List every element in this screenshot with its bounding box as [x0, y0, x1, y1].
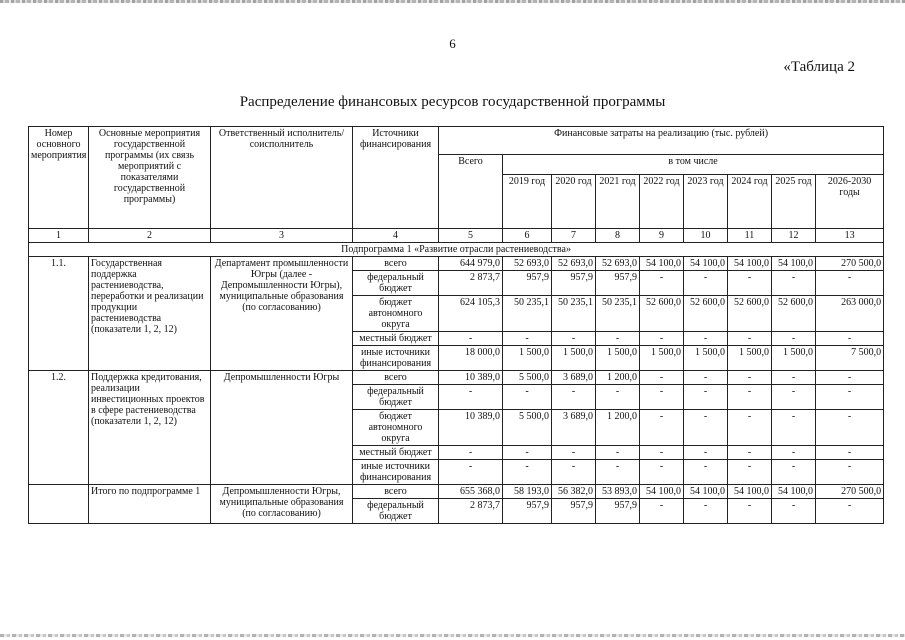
value-cell: -: [596, 460, 640, 485]
funding-source: иные источники финансирования: [353, 460, 439, 485]
value-cell: -: [816, 385, 884, 410]
value-cell: 52 600,0: [684, 296, 728, 332]
header-year: 2023 год: [684, 175, 728, 229]
value-cell: -: [640, 499, 684, 524]
value-cell: -: [684, 371, 728, 385]
value-cell: 52 693,0: [503, 257, 552, 271]
value-cell: -: [772, 446, 816, 460]
value-cell: -: [596, 446, 640, 460]
value-cell: -: [439, 460, 503, 485]
funding-source: бюджет автономного округа: [353, 296, 439, 332]
responsible-executor: Департамент промышленности Югры (далее - Депромышленности Югры), муниципальные образования (по согласованию): [211, 257, 353, 371]
responsible-executor: Депромышленности Югры, муниципальные образования (по согласованию): [211, 485, 353, 524]
event-number: 1.1.: [29, 257, 89, 371]
value-cell: 54 100,0: [640, 257, 684, 271]
column-number: 12: [772, 229, 816, 243]
value-cell: 3 689,0: [552, 371, 596, 385]
value-cell: 270 500,0: [816, 257, 884, 271]
value-cell: 53 893,0: [596, 485, 640, 499]
value-cell: 56 382,0: [552, 485, 596, 499]
value-cell: 1 500,0: [596, 346, 640, 371]
value-cell: -: [728, 460, 772, 485]
column-number: 11: [728, 229, 772, 243]
value-cell: -: [684, 460, 728, 485]
column-number: 1: [29, 229, 89, 243]
column-number: 13: [816, 229, 884, 243]
funding-source: местный бюджет: [353, 332, 439, 346]
event-name: Государственная поддержка растениеводства, переработки и реализации продукции растениеводства (показатели 1, 2, 12): [89, 257, 211, 371]
value-cell: -: [640, 460, 684, 485]
value-cell: 1 500,0: [684, 346, 728, 371]
funding-source: бюджет автономного округа: [353, 410, 439, 446]
value-cell: 1 500,0: [728, 346, 772, 371]
value-cell: 957,9: [552, 499, 596, 524]
value-cell: 50 235,1: [552, 296, 596, 332]
value-cell: -: [728, 385, 772, 410]
value-cell: 52 600,0: [728, 296, 772, 332]
value-cell: 50 235,1: [596, 296, 640, 332]
value-cell: 10 389,0: [439, 371, 503, 385]
header-year: 2021 год: [596, 175, 640, 229]
value-cell: 54 100,0: [728, 485, 772, 499]
value-cell: 624 105,3: [439, 296, 503, 332]
value-cell: 54 100,0: [640, 485, 684, 499]
value-cell: 957,9: [596, 271, 640, 296]
value-cell: -: [684, 271, 728, 296]
responsible-executor: Депромышленности Югры: [211, 371, 353, 485]
value-cell: -: [816, 499, 884, 524]
scan-edge-top: [0, 0, 905, 3]
value-cell: -: [503, 385, 552, 410]
header-sources: Источники финансирования: [353, 127, 439, 229]
value-cell: -: [552, 460, 596, 485]
value-cell: 2 873,7: [439, 499, 503, 524]
value-cell: -: [503, 446, 552, 460]
value-cell: 5 500,0: [503, 371, 552, 385]
value-cell: -: [772, 371, 816, 385]
table-row: [29, 257, 884, 271]
value-cell: -: [816, 371, 884, 385]
value-cell: -: [640, 371, 684, 385]
value-cell: 1 200,0: [596, 410, 640, 446]
value-cell: -: [552, 446, 596, 460]
value-cell: 54 100,0: [684, 485, 728, 499]
funding-source: иные источники финансирования: [353, 346, 439, 371]
value-cell: 58 193,0: [503, 485, 552, 499]
value-cell: 1 500,0: [552, 346, 596, 371]
value-cell: -: [772, 385, 816, 410]
table-reference: «Таблица 2: [783, 59, 855, 75]
value-cell: 263 000,0: [816, 296, 884, 332]
value-cell: 54 100,0: [772, 257, 816, 271]
header-year: 2022 год: [640, 175, 684, 229]
value-cell: -: [816, 410, 884, 446]
value-cell: -: [503, 332, 552, 346]
column-number: 5: [439, 229, 503, 243]
page-number: 6: [449, 36, 456, 51]
event-name: Итого по подпрограмме 1: [89, 485, 211, 524]
column-number: 2: [89, 229, 211, 243]
value-cell: -: [816, 460, 884, 485]
value-cell: 957,9: [596, 499, 640, 524]
value-cell: -: [816, 332, 884, 346]
financial-table: [28, 126, 884, 524]
value-cell: 54 100,0: [772, 485, 816, 499]
value-cell: -: [816, 446, 884, 460]
header-year: 2019 год: [503, 175, 552, 229]
subprogram-title: Подпрограмма 1 «Развитие отрасли растениеводства»: [29, 243, 884, 257]
value-cell: 18 000,0: [439, 346, 503, 371]
event-number: 1.2.: [29, 371, 89, 485]
header-year: 2020 год: [552, 175, 596, 229]
value-cell: -: [439, 446, 503, 460]
funding-source: федеральный бюджет: [353, 271, 439, 296]
value-cell: 54 100,0: [684, 257, 728, 271]
header-total: Всего: [439, 155, 503, 229]
value-cell: -: [640, 446, 684, 460]
value-cell: -: [772, 410, 816, 446]
header-year: 2026-2030 годы: [816, 175, 884, 229]
value-cell: -: [640, 271, 684, 296]
value-cell: -: [772, 499, 816, 524]
value-cell: -: [640, 385, 684, 410]
header-including: в том числе: [503, 155, 884, 175]
value-cell: 957,9: [503, 271, 552, 296]
funding-source: федеральный бюджет: [353, 385, 439, 410]
header-year: 2025 год: [772, 175, 816, 229]
header-number: Номер основного мероприятия: [29, 127, 89, 229]
value-cell: -: [684, 499, 728, 524]
value-cell: 1 500,0: [772, 346, 816, 371]
value-cell: -: [772, 460, 816, 485]
value-cell: -: [772, 271, 816, 296]
value-cell: -: [640, 332, 684, 346]
scan-edge-bottom: [0, 634, 905, 637]
value-cell: -: [728, 371, 772, 385]
value-cell: 957,9: [552, 271, 596, 296]
value-cell: -: [816, 271, 884, 296]
value-cell: 7 500,0: [816, 346, 884, 371]
column-number: 10: [684, 229, 728, 243]
value-cell: 1 500,0: [503, 346, 552, 371]
column-number: 9: [640, 229, 684, 243]
value-cell: -: [728, 499, 772, 524]
header-costs: Финансовые затраты на реализацию (тыс. рублей): [439, 127, 884, 155]
value-cell: -: [684, 385, 728, 410]
value-cell: 54 100,0: [728, 257, 772, 271]
value-cell: -: [728, 332, 772, 346]
funding-source: федеральный бюджет: [353, 499, 439, 524]
value-cell: 644 979,0: [439, 257, 503, 271]
header-events: Основные мероприятия государственной программы (их связь мероприятий с показателями государственной программы): [89, 127, 211, 229]
column-number: 3: [211, 229, 353, 243]
column-number: 8: [596, 229, 640, 243]
value-cell: 10 389,0: [439, 410, 503, 446]
value-cell: -: [552, 385, 596, 410]
column-number: 6: [503, 229, 552, 243]
value-cell: -: [439, 385, 503, 410]
value-cell: 1 200,0: [596, 371, 640, 385]
table-title: Распределение финансовых ресурсов государственной программы: [239, 94, 666, 110]
value-cell: 52 693,0: [552, 257, 596, 271]
header-responsible: Ответственный исполнитель/соисполнитель: [211, 127, 353, 229]
value-cell: 655 368,0: [439, 485, 503, 499]
event-name: Поддержка кредитования, реализации инвестиционных проектов в сфере растениеводства (показатели 1, 2, 12): [89, 371, 211, 485]
column-number: 7: [552, 229, 596, 243]
value-cell: -: [728, 271, 772, 296]
value-cell: 270 500,0: [816, 485, 884, 499]
value-cell: -: [772, 332, 816, 346]
table-row: [29, 371, 884, 385]
value-cell: 50 235,1: [503, 296, 552, 332]
value-cell: -: [640, 410, 684, 446]
value-cell: 52 600,0: [640, 296, 684, 332]
value-cell: 3 689,0: [552, 410, 596, 446]
value-cell: 1 500,0: [640, 346, 684, 371]
value-cell: 5 500,0: [503, 410, 552, 446]
value-cell: 52 693,0: [596, 257, 640, 271]
value-cell: -: [684, 332, 728, 346]
funding-source: всего: [353, 485, 439, 499]
funding-source: местный бюджет: [353, 446, 439, 460]
value-cell: -: [596, 385, 640, 410]
value-cell: 957,9: [503, 499, 552, 524]
value-cell: 52 600,0: [772, 296, 816, 332]
funding-source: всего: [353, 257, 439, 271]
table-row: [29, 485, 884, 499]
value-cell: 2 873,7: [439, 271, 503, 296]
value-cell: -: [684, 446, 728, 460]
funding-source: всего: [353, 371, 439, 385]
value-cell: -: [728, 446, 772, 460]
value-cell: -: [552, 332, 596, 346]
header-year: 2024 год: [728, 175, 772, 229]
value-cell: -: [596, 332, 640, 346]
column-number: 4: [353, 229, 439, 243]
value-cell: -: [503, 460, 552, 485]
value-cell: -: [439, 332, 503, 346]
value-cell: -: [684, 410, 728, 446]
event-number: [29, 485, 89, 524]
value-cell: -: [728, 410, 772, 446]
